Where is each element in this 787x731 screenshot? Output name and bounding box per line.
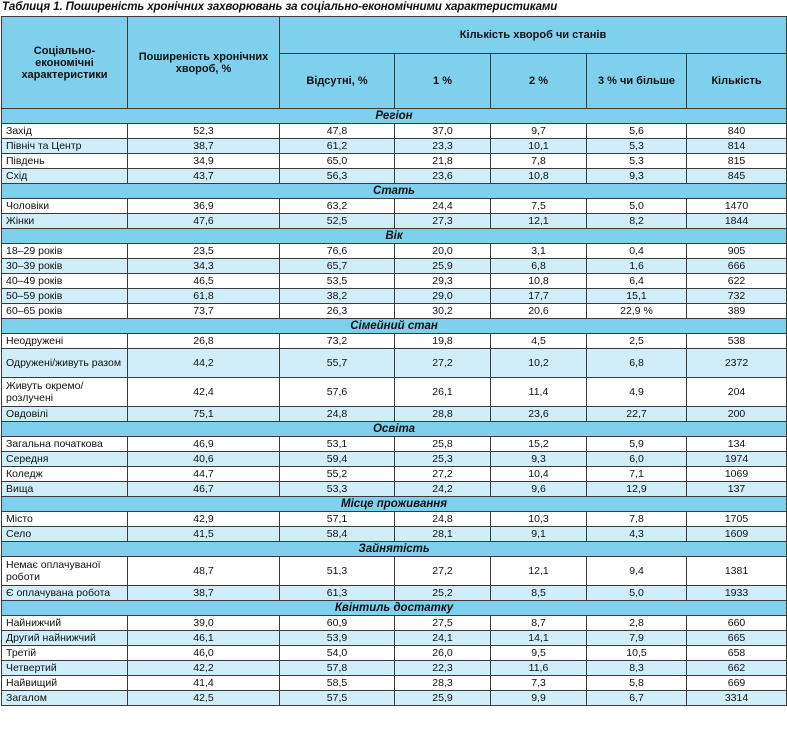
row-value: 7,9	[587, 631, 687, 646]
row-value: 134	[687, 437, 787, 452]
row-value: 30,2	[395, 304, 491, 319]
row-value: 47,6	[128, 214, 280, 229]
row-value: 7,8	[491, 154, 587, 169]
row-value: 12,1	[491, 557, 587, 586]
row-value: 40,6	[128, 452, 280, 467]
row-value: 815	[687, 154, 787, 169]
row-value: 63,2	[280, 199, 395, 214]
row-value: 60,9	[280, 616, 395, 631]
row-value: 9,1	[491, 527, 587, 542]
row-value: 23,6	[491, 407, 587, 422]
row-value: 43,7	[128, 169, 280, 184]
row-value: 1705	[687, 512, 787, 527]
table-row	[2, 349, 787, 378]
row-value: 840	[687, 124, 787, 139]
table-row	[2, 467, 787, 482]
table-row	[2, 616, 787, 631]
table-row	[2, 586, 787, 601]
row-value: 37,0	[395, 124, 491, 139]
row-value: 23,3	[395, 139, 491, 154]
row-value: 26,0	[395, 646, 491, 661]
row-value: 25,3	[395, 452, 491, 467]
row-label: Середня	[2, 452, 128, 467]
row-value: 34,3	[128, 259, 280, 274]
row-value: 44,7	[128, 467, 280, 482]
row-value: 65,7	[280, 259, 395, 274]
row-label: Село	[2, 527, 128, 542]
row-value: 7,8	[587, 512, 687, 527]
row-label: Коледж	[2, 467, 128, 482]
row-value: 4,5	[491, 334, 587, 349]
row-value: 3,1	[491, 244, 587, 259]
row-value: 56,3	[280, 169, 395, 184]
row-label: Найнижчий	[2, 616, 128, 631]
row-value: 7,3	[491, 676, 587, 691]
row-value: 10,3	[491, 512, 587, 527]
row-value: 46,9	[128, 437, 280, 452]
row-value: 46,5	[128, 274, 280, 289]
row-value: 6,7	[587, 691, 687, 706]
row-value: 7,1	[587, 467, 687, 482]
row-value: 2372	[687, 349, 787, 378]
section-rows	[2, 557, 787, 601]
row-value: 1933	[687, 586, 787, 601]
row-label: Четвертий	[2, 661, 128, 676]
row-label: Є оплачувана робота	[2, 586, 128, 601]
row-label: Захід	[2, 124, 128, 139]
table-row	[2, 631, 787, 646]
chronic-disease-table	[1, 16, 787, 706]
row-label: Схід	[2, 169, 128, 184]
section-title: Сімейний стан	[2, 319, 787, 334]
row-value: 46,1	[128, 631, 280, 646]
row-value: 22,9 %	[587, 304, 687, 319]
row-value: 25,9	[395, 691, 491, 706]
row-value: 61,2	[280, 139, 395, 154]
row-value: 57,8	[280, 661, 395, 676]
row-value: 53,1	[280, 437, 395, 452]
header-disease-count-group: Кількість хвороб чи станів	[280, 17, 787, 54]
row-label: 18–29 років	[2, 244, 128, 259]
row-value: 20,0	[395, 244, 491, 259]
row-value: 732	[687, 289, 787, 304]
row-value: 11,6	[491, 661, 587, 676]
row-value: 44,2	[128, 349, 280, 378]
row-label: 50–59 років	[2, 289, 128, 304]
row-value: 1,6	[587, 259, 687, 274]
row-value: 28,3	[395, 676, 491, 691]
table-row	[2, 154, 787, 169]
row-label: Одружені/живуть разом	[2, 349, 128, 378]
header-prevalence: Поширеність хронічних хвороб, %	[128, 17, 280, 109]
row-value: 660	[687, 616, 787, 631]
row-value: 5,8	[587, 676, 687, 691]
row-value: 9,3	[587, 169, 687, 184]
row-value: 8,2	[587, 214, 687, 229]
row-value: 12,1	[491, 214, 587, 229]
row-value: 905	[687, 244, 787, 259]
row-value: 5,6	[587, 124, 687, 139]
header-count: Кількість	[687, 54, 787, 109]
row-value: 5,3	[587, 139, 687, 154]
row-value: 27,2	[395, 467, 491, 482]
row-value: 9,5	[491, 646, 587, 661]
section-rows	[2, 437, 787, 497]
row-value: 669	[687, 676, 787, 691]
row-value: 42,5	[128, 691, 280, 706]
row-value: 26,3	[280, 304, 395, 319]
section-title: Місце проживання	[2, 497, 787, 512]
row-value: 5,9	[587, 437, 687, 452]
section-header	[2, 184, 787, 199]
row-value: 46,7	[128, 482, 280, 497]
row-value: 0,4	[587, 244, 687, 259]
row-value: 38,7	[128, 139, 280, 154]
row-value: 3314	[687, 691, 787, 706]
row-value: 57,5	[280, 691, 395, 706]
row-value: 1609	[687, 527, 787, 542]
table-row	[2, 661, 787, 676]
row-value: 665	[687, 631, 787, 646]
row-value: 622	[687, 274, 787, 289]
row-value: 51,3	[280, 557, 395, 586]
row-label: Третій	[2, 646, 128, 661]
row-value: 5,0	[587, 199, 687, 214]
row-value: 57,1	[280, 512, 395, 527]
section-header	[2, 542, 787, 557]
row-value: 19,8	[395, 334, 491, 349]
row-label: Загалом	[2, 691, 128, 706]
section-header	[2, 601, 787, 616]
row-value: 42,2	[128, 661, 280, 676]
row-value: 9,6	[491, 482, 587, 497]
row-value: 137	[687, 482, 787, 497]
table-row	[2, 512, 787, 527]
row-value: 21,8	[395, 154, 491, 169]
row-value: 53,9	[280, 631, 395, 646]
row-value: 1844	[687, 214, 787, 229]
table-row	[2, 557, 787, 586]
row-value: 662	[687, 661, 787, 676]
row-label: Жінки	[2, 214, 128, 229]
row-value: 24,4	[395, 199, 491, 214]
table-row	[2, 139, 787, 154]
row-value: 4,3	[587, 527, 687, 542]
row-value: 29,3	[395, 274, 491, 289]
row-value: 9,3	[491, 452, 587, 467]
row-value: 4,9	[587, 378, 687, 407]
row-value: 25,8	[395, 437, 491, 452]
row-value: 26,8	[128, 334, 280, 349]
row-label: Овдовілі	[2, 407, 128, 422]
row-value: 22,7	[587, 407, 687, 422]
row-value: 9,9	[491, 691, 587, 706]
table-row	[2, 199, 787, 214]
row-value: 9,4	[587, 557, 687, 586]
row-value: 27,2	[395, 349, 491, 378]
row-value: 41,5	[128, 527, 280, 542]
row-value: 24,8	[280, 407, 395, 422]
row-value: 1069	[687, 467, 787, 482]
row-value: 6,8	[491, 259, 587, 274]
section-rows	[2, 199, 787, 229]
row-value: 10,1	[491, 139, 587, 154]
row-value: 73,2	[280, 334, 395, 349]
row-label: Немає оплачуваної роботи	[2, 557, 128, 586]
table-caption: Таблиця 1. Поширеність хронічних захворювань за соціально-економічними характеристиками	[2, 1, 558, 13]
row-value: 73,7	[128, 304, 280, 319]
row-value: 10,2	[491, 349, 587, 378]
row-label: 40–49 років	[2, 274, 128, 289]
row-value: 52,5	[280, 214, 395, 229]
table-row	[2, 244, 787, 259]
row-value: 23,5	[128, 244, 280, 259]
row-value: 10,8	[491, 274, 587, 289]
section-header	[2, 319, 787, 334]
row-value: 15,1	[587, 289, 687, 304]
section-header	[2, 422, 787, 437]
section-title: Зайнятість	[2, 542, 787, 557]
section-rows	[2, 124, 787, 184]
row-value: 36,9	[128, 199, 280, 214]
row-label: Загальна початкова	[2, 437, 128, 452]
row-value: 48,7	[128, 557, 280, 586]
row-value: 389	[687, 304, 787, 319]
table-row	[2, 289, 787, 304]
row-value: 14,1	[491, 631, 587, 646]
row-value: 658	[687, 646, 787, 661]
header-one: 1 %	[395, 54, 491, 109]
row-value: 58,5	[280, 676, 395, 691]
header-characteristics: Соціально-економічні характеристики	[2, 17, 128, 109]
section-header	[2, 497, 787, 512]
header-none: Відсутні, %	[280, 54, 395, 109]
row-value: 6,8	[587, 349, 687, 378]
row-value: 1470	[687, 199, 787, 214]
row-value: 200	[687, 407, 787, 422]
row-label: Чоловіки	[2, 199, 128, 214]
row-value: 58,4	[280, 527, 395, 542]
row-value: 11,4	[491, 378, 587, 407]
row-value: 7,5	[491, 199, 587, 214]
table-row	[2, 259, 787, 274]
row-value: 15,2	[491, 437, 587, 452]
row-value: 22,3	[395, 661, 491, 676]
row-label: Живуть окремо/розлучені	[2, 378, 128, 407]
row-value: 1381	[687, 557, 787, 586]
row-value: 24,8	[395, 512, 491, 527]
table-row	[2, 646, 787, 661]
row-value: 10,8	[491, 169, 587, 184]
section-rows	[2, 244, 787, 319]
row-value: 34,9	[128, 154, 280, 169]
row-label: 60–65 років	[2, 304, 128, 319]
row-value: 10,4	[491, 467, 587, 482]
table-row	[2, 334, 787, 349]
row-value: 55,7	[280, 349, 395, 378]
row-value: 24,1	[395, 631, 491, 646]
table-header	[2, 17, 787, 109]
table-row	[2, 304, 787, 319]
row-value: 42,4	[128, 378, 280, 407]
row-label: Південь	[2, 154, 128, 169]
row-value: 17,7	[491, 289, 587, 304]
row-value: 8,7	[491, 616, 587, 631]
row-value: 10,5	[587, 646, 687, 661]
header-three-plus: 3 % чи більше	[587, 54, 687, 109]
section-title: Регіон	[2, 109, 787, 124]
row-value: 204	[687, 378, 787, 407]
section-title: Стать	[2, 184, 787, 199]
row-value: 38,7	[128, 586, 280, 601]
table-row	[2, 676, 787, 691]
row-value: 54,0	[280, 646, 395, 661]
row-label: Другий найнижчий	[2, 631, 128, 646]
table-row	[2, 407, 787, 422]
row-value: 6,0	[587, 452, 687, 467]
table-row	[2, 527, 787, 542]
table-row	[2, 482, 787, 497]
table-row	[2, 691, 787, 706]
row-value: 538	[687, 334, 787, 349]
row-value: 12,9	[587, 482, 687, 497]
row-label: Неодружені	[2, 334, 128, 349]
row-value: 28,1	[395, 527, 491, 542]
row-value: 26,1	[395, 378, 491, 407]
row-label: 30–39 років	[2, 259, 128, 274]
row-value: 53,5	[280, 274, 395, 289]
row-value: 27,5	[395, 616, 491, 631]
header-two: 2 %	[491, 54, 587, 109]
row-value: 20,6	[491, 304, 587, 319]
table-row	[2, 124, 787, 139]
section-rows	[2, 616, 787, 706]
table-row	[2, 274, 787, 289]
row-label: Найвищий	[2, 676, 128, 691]
row-value: 1974	[687, 452, 787, 467]
row-label: Північ та Центр	[2, 139, 128, 154]
table-row	[2, 378, 787, 407]
row-value: 27,2	[395, 557, 491, 586]
row-value: 46,0	[128, 646, 280, 661]
row-value: 29,0	[395, 289, 491, 304]
row-value: 25,9	[395, 259, 491, 274]
row-value: 55,2	[280, 467, 395, 482]
section-title: Квінтиль достатку	[2, 601, 787, 616]
table-row	[2, 437, 787, 452]
row-value: 41,4	[128, 676, 280, 691]
row-value: 53,3	[280, 482, 395, 497]
section-rows	[2, 512, 787, 542]
row-value: 666	[687, 259, 787, 274]
row-label: Місто	[2, 512, 128, 527]
row-value: 39,0	[128, 616, 280, 631]
section-rows	[2, 334, 787, 422]
row-value: 24,2	[395, 482, 491, 497]
row-value: 61,3	[280, 586, 395, 601]
row-value: 5,3	[587, 154, 687, 169]
table-row	[2, 169, 787, 184]
row-value: 42,9	[128, 512, 280, 527]
table-row	[2, 452, 787, 467]
section-title: Освіта	[2, 422, 787, 437]
row-value: 59,4	[280, 452, 395, 467]
row-value: 52,3	[128, 124, 280, 139]
row-value: 5,0	[587, 586, 687, 601]
row-value: 2,8	[587, 616, 687, 631]
row-value: 6,4	[587, 274, 687, 289]
section-title: Вік	[2, 229, 787, 244]
row-value: 845	[687, 169, 787, 184]
row-value: 2,5	[587, 334, 687, 349]
row-value: 76,6	[280, 244, 395, 259]
row-value: 8,5	[491, 586, 587, 601]
row-value: 28,8	[395, 407, 491, 422]
row-value: 9,7	[491, 124, 587, 139]
row-value: 65,0	[280, 154, 395, 169]
row-value: 8,3	[587, 661, 687, 676]
row-label: Вища	[2, 482, 128, 497]
row-value: 23,6	[395, 169, 491, 184]
table-row	[2, 214, 787, 229]
row-value: 38,2	[280, 289, 395, 304]
row-value: 57,6	[280, 378, 395, 407]
row-value: 47,8	[280, 124, 395, 139]
row-value: 75,1	[128, 407, 280, 422]
row-value: 25,2	[395, 586, 491, 601]
section-header	[2, 229, 787, 244]
row-value: 814	[687, 139, 787, 154]
row-value: 61,8	[128, 289, 280, 304]
row-value: 27,3	[395, 214, 491, 229]
section-header	[2, 109, 787, 124]
